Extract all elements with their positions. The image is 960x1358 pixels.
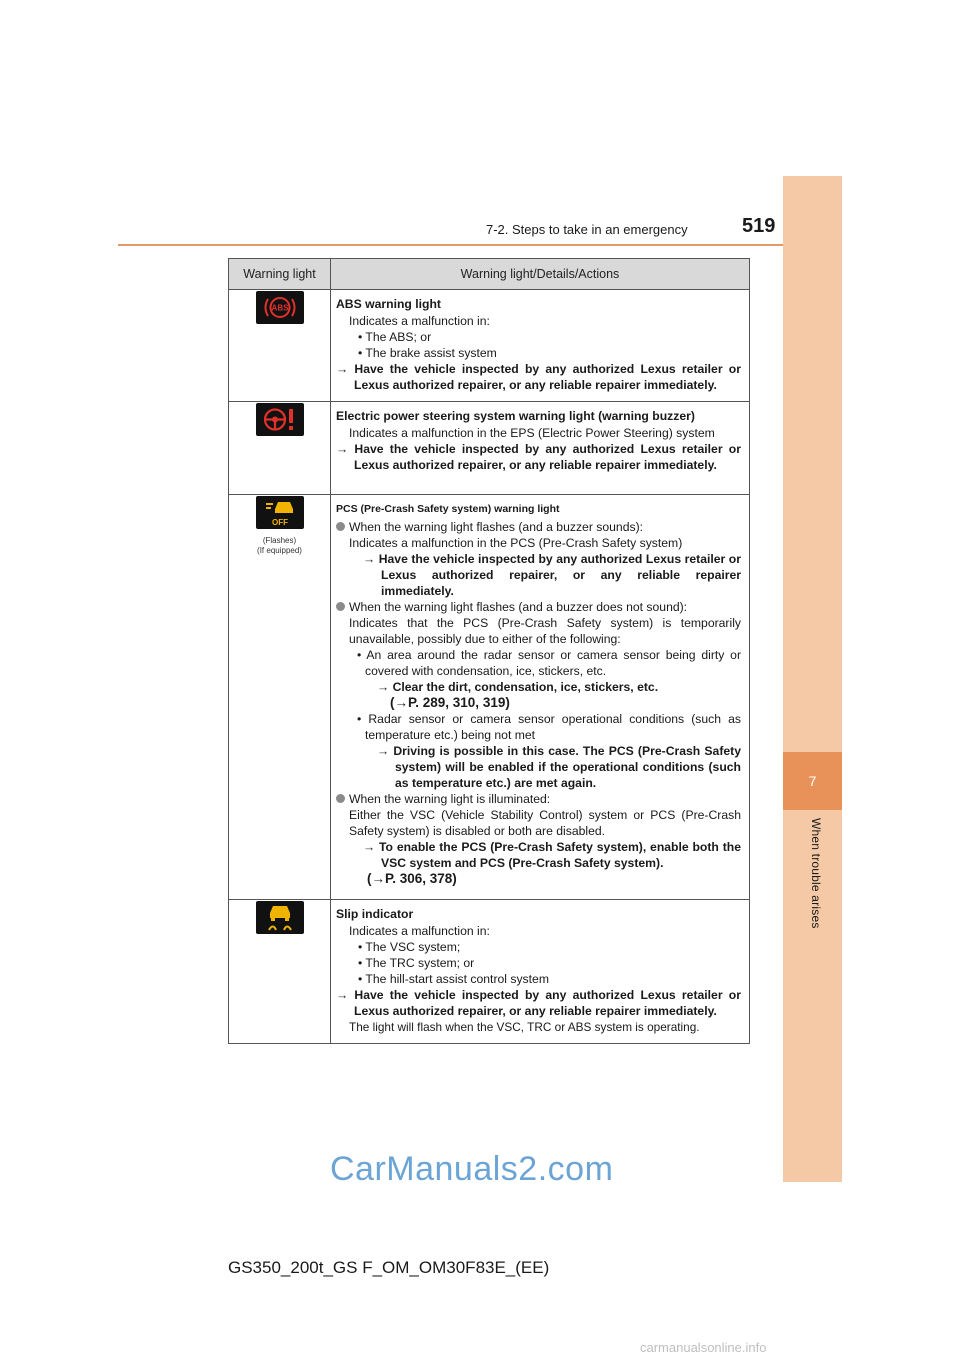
watermark-logo: CarManuals2.com: [330, 1150, 614, 1188]
warning-light-table: [228, 258, 750, 1044]
row-title: PCS (Pre-Crash Safety system) warning light: [336, 503, 560, 515]
svg-text:OFF: OFF: [271, 518, 288, 527]
col-header-details: Warning light/Details/Actions: [331, 259, 750, 290]
row-intro: Indicates a malfunction in:: [349, 924, 490, 938]
row-action: → Have the vehicle inspected by any authorized Lexus retailer or Lexus authorized repairer, or any reliable repairer immediately.: [336, 988, 741, 1018]
icon-caption-flashes: (Flashes): [262, 536, 297, 545]
table-row: [229, 495, 750, 900]
circle-bullet-icon: [336, 794, 345, 803]
page-number: 519: [742, 215, 776, 237]
eps-warning-icon: [256, 403, 304, 436]
page-reference: (→P. 289, 310, 319): [390, 695, 510, 710]
row-title: ABS warning light: [336, 297, 441, 311]
row-bullet: • The VSC system;: [358, 940, 461, 954]
condition-action: → Driving is possible in this case. The PCS (Pre-Crash Safety system) will be enabled if the operational conditions (such as temperature etc.) are met again.: [377, 744, 741, 790]
row-title: Slip indicator: [336, 907, 414, 921]
table-header-row: [229, 259, 750, 290]
abs-warning-icon: [256, 291, 304, 324]
chapter-number: 7: [783, 752, 842, 810]
icon-cell: [229, 495, 331, 900]
icon-cell: [229, 900, 331, 1044]
row-action: → Have the vehicle inspected by any authorized Lexus retailer or Lexus authorized repairer, or any reliable repairer immediately.: [336, 362, 741, 392]
details-cell: [331, 495, 750, 900]
row-title: Electric power steering system warning light (warning buzzer): [336, 409, 695, 423]
condition-item: [336, 599, 741, 791]
condition-text: When the warning light flashes (and a buzzer sounds):: [349, 520, 644, 534]
condition-desc: Indicates that the PCS (Pre-Crash Safety system) is temporarily unavailable, possibly due to either of the following:: [349, 616, 741, 646]
col-header-warning-light: Warning light: [229, 259, 331, 290]
header-rule: [118, 244, 842, 246]
condition-desc: Either the VSC (Vehicle Stability Control) system or PCS (Pre-Crash Safety system) is disabled or both are disabled.: [349, 808, 741, 838]
page-reference: (→P. 306, 378): [367, 871, 457, 886]
table-row: [229, 402, 750, 495]
table-row: [229, 290, 750, 402]
slip-indicator-icon: [256, 901, 304, 934]
row-bullet: • The ABS; or: [358, 330, 432, 344]
chapter-title: When trouble arises: [809, 818, 823, 929]
condition-action: → Clear the dirt, condensation, ice, stickers, etc.: [377, 680, 659, 694]
circle-bullet-icon: [336, 522, 345, 531]
row-bullet: • The TRC system; or: [358, 956, 475, 970]
table-row: [229, 900, 750, 1044]
condition-text: When the warning light is illuminated:: [349, 792, 551, 806]
svg-text:ABS: ABS: [271, 303, 288, 313]
details-cell: [331, 402, 750, 495]
condition-item: [336, 519, 741, 599]
condition-text: When the warning light flashes (and a buzzer does not sound):: [349, 600, 688, 614]
row-intro: Indicates a malfunction in:: [349, 314, 490, 328]
condition-item: [336, 791, 741, 887]
condition-bullet: • Radar sensor or camera sensor operational conditions (such as temperature etc.) being not met: [357, 712, 741, 742]
row-intro: Indicates a malfunction in the EPS (Electric Power Steering) system: [349, 426, 715, 440]
icon-cell: [229, 402, 331, 495]
details-cell: [331, 290, 750, 402]
row-bullet: • The hill-start assist control system: [358, 972, 549, 986]
circle-bullet-icon: [336, 602, 345, 611]
row-action: → Have the vehicle inspected by any authorized Lexus retailer or Lexus authorized repairer, or any reliable repairer immediately.: [336, 442, 741, 472]
icon-caption-equipped: (If equipped): [257, 546, 302, 555]
document-code: GS350_200t_GS F_OM_OM30F83E_(EE): [228, 1258, 550, 1277]
details-cell: [331, 900, 750, 1044]
row-bullet: • The brake assist system: [358, 346, 497, 360]
condition-desc: Indicates a malfunction in the PCS (Pre-Crash Safety system): [349, 536, 683, 550]
section-title: 7-2. Steps to take in an emergency: [486, 222, 688, 237]
pcs-off-warning-icon: [256, 496, 304, 529]
condition-action: → To enable the PCS (Pre-Crash Safety system), enable both the VSC system and PCS (Pre-Crash Safety system).: [363, 840, 741, 870]
chapter-side-tab: [783, 176, 842, 1182]
row-note: The light will flash when the VSC, TRC or ABS system is operating.: [349, 1020, 700, 1034]
condition-action: → Have the vehicle inspected by any authorized Lexus retailer or Lexus authorized repairer, or any reliable repairer immediately.: [363, 552, 741, 598]
condition-bullet: • An area around the radar sensor or camera sensor being dirty or covered with condensation, ice, stickers, etc.: [357, 648, 741, 678]
icon-cell: [229, 290, 331, 402]
watermark-url: carmanualsonline.info: [640, 1340, 767, 1355]
